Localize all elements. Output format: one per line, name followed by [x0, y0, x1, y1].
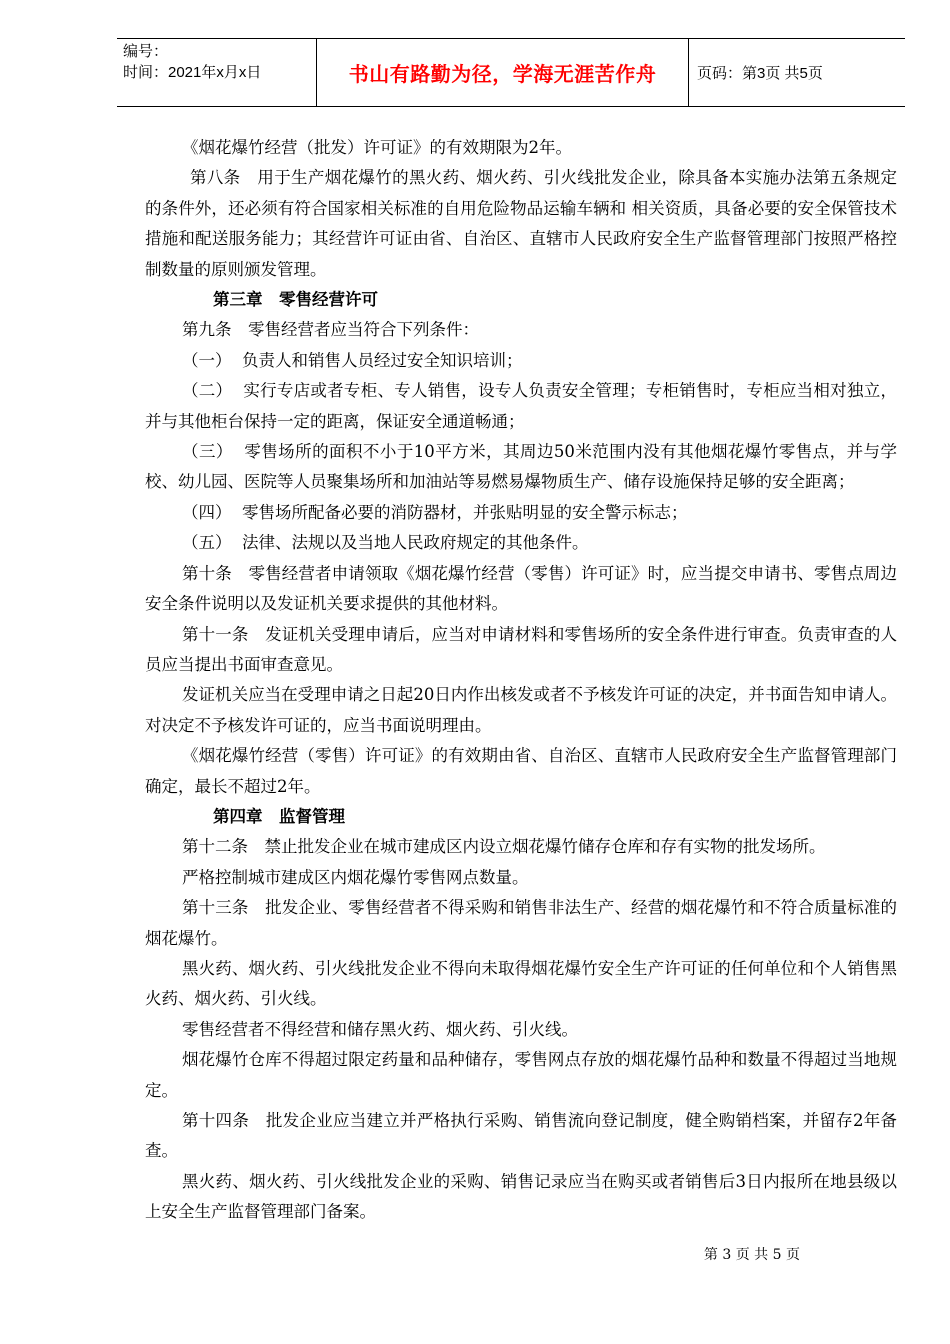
article-12: 第十二条 禁止批发企业在城市建成区内设立烟花爆竹储存仓库和存有实物的批发场所。: [182, 837, 826, 857]
list-item: （一） 负责人和销售人员经过安全知识培训；: [182, 350, 523, 370]
article-10: 第十条 零售经营者申请领取《烟花爆竹经营（零售）许可证》时，应当提交申请书、零售点周边安全条件说明以及发证机关要求提供的其他材料。: [145, 563, 897, 614]
article-14: 第十四条 批发企业应当建立并严格执行采购、销售流向登记制度，健全购销档案，并留存2年备查。: [145, 1111, 897, 1161]
paragraph: 发证机关应当在受理申请之日起20日内作出核发或者不予核发许可证的决定，并书面告知申请人。对决定不予核发许可证的，应当书面说明理由。: [145, 685, 897, 735]
document-body: [145, 133, 897, 1228]
article-11: 第十一条 发证机关受理申请后，应当对申请材料和零售场所的安全条件进行审查。负责审查的人员应当提出书面审查意见。: [145, 624, 897, 674]
list-item: （三） 零售场所的面积不小于10平方米，其周边50米范围内没有其他烟花爆竹零售点，并与学校、幼儿园、医院等人员聚集场所和加油站等易燃易爆物质生产、储存设施保持足够的安全距离；: [145, 442, 897, 492]
footer-page-number: 第 3 页 共 5 页: [703, 1247, 800, 1263]
list-item: （五） 法律、法规以及当地人民政府规定的其他条件。: [182, 533, 589, 553]
document-header: [117, 38, 905, 107]
page-footer: [600, 1244, 800, 1264]
list-item: （四） 零售场所配备必要的消防器材，并张贴明显的安全警示标志；: [182, 502, 688, 522]
paragraph: 黑火药、烟火药、引火线批发企业的采购、销售记录应当在购买或者销售后3日内报所在地县级以上安全生产监督管理部门备案。: [145, 1171, 897, 1222]
header-page-info: 页码：第3页 共5页: [697, 65, 823, 82]
paragraph: 《烟花爆竹经营（批发）许可证》的有效期限为2年。: [182, 138, 572, 157]
document-number-label: 编号：: [123, 43, 169, 60]
list-item: （二） 实行专店或者专柜、专人销售，设专人负责安全管理；专柜销售时，专柜应当相对独立，并与其他柜台保持一定的距离，保证安全通道畅通；: [145, 381, 897, 431]
header-motto: 书山有路勤为径，学海无涯苦作舟: [316, 39, 689, 106]
chapter-3-heading: 第三章 零售经营许可: [213, 290, 378, 310]
header-meta: [117, 39, 316, 106]
paragraph: 烟花爆竹仓库不得超过限定药量和品种储存，零售网点存放的烟花爆竹品种和数量不得超过当地规定。: [145, 1050, 897, 1100]
paragraph: 零售经营者不得经营和储存黑火药、烟火药、引火线。: [182, 1019, 578, 1039]
document-time-label: 时间：2021年x月x日: [123, 64, 262, 81]
paragraph: 《烟花爆竹经营（零售）许可证》的有效期由省、自治区、直辖市人民政府安全生产监督管理部门确定，最长不超过2年。: [145, 746, 897, 796]
article-13: 第十三条 批发企业、零售经营者不得采购和销售非法生产、经营的烟花爆竹和不符合质量标准的烟花爆竹。: [145, 898, 897, 948]
chapter-4-heading: 第四章 监督管理: [213, 806, 345, 826]
paragraph: 黑火药、烟火药、引火线批发企业不得向未取得烟花爆竹安全生产许可证的任何单位和个人销售黑火药、烟火药、引火线。: [145, 958, 897, 1009]
article-8: 第八条 用于生产烟花爆竹的黑火药、烟火药、引火线批发企业，除具备本实施办法第五条规定的条件外，还必须有符合国家相关标准的自用危险物品运输车辆和 相关资质，具备必要的安全保管技术措施和配送服务能力；其经营许可证由省、自治区、直辖市人民政府安全生产监督管理部门按照严格控制数量的原则颁发管理。: [145, 168, 897, 279]
paragraph: 严格控制城市建成区内烟花爆竹零售网点数量。: [182, 867, 529, 887]
article-9: 第九条 零售经营者应当符合下列条件：: [182, 320, 479, 340]
